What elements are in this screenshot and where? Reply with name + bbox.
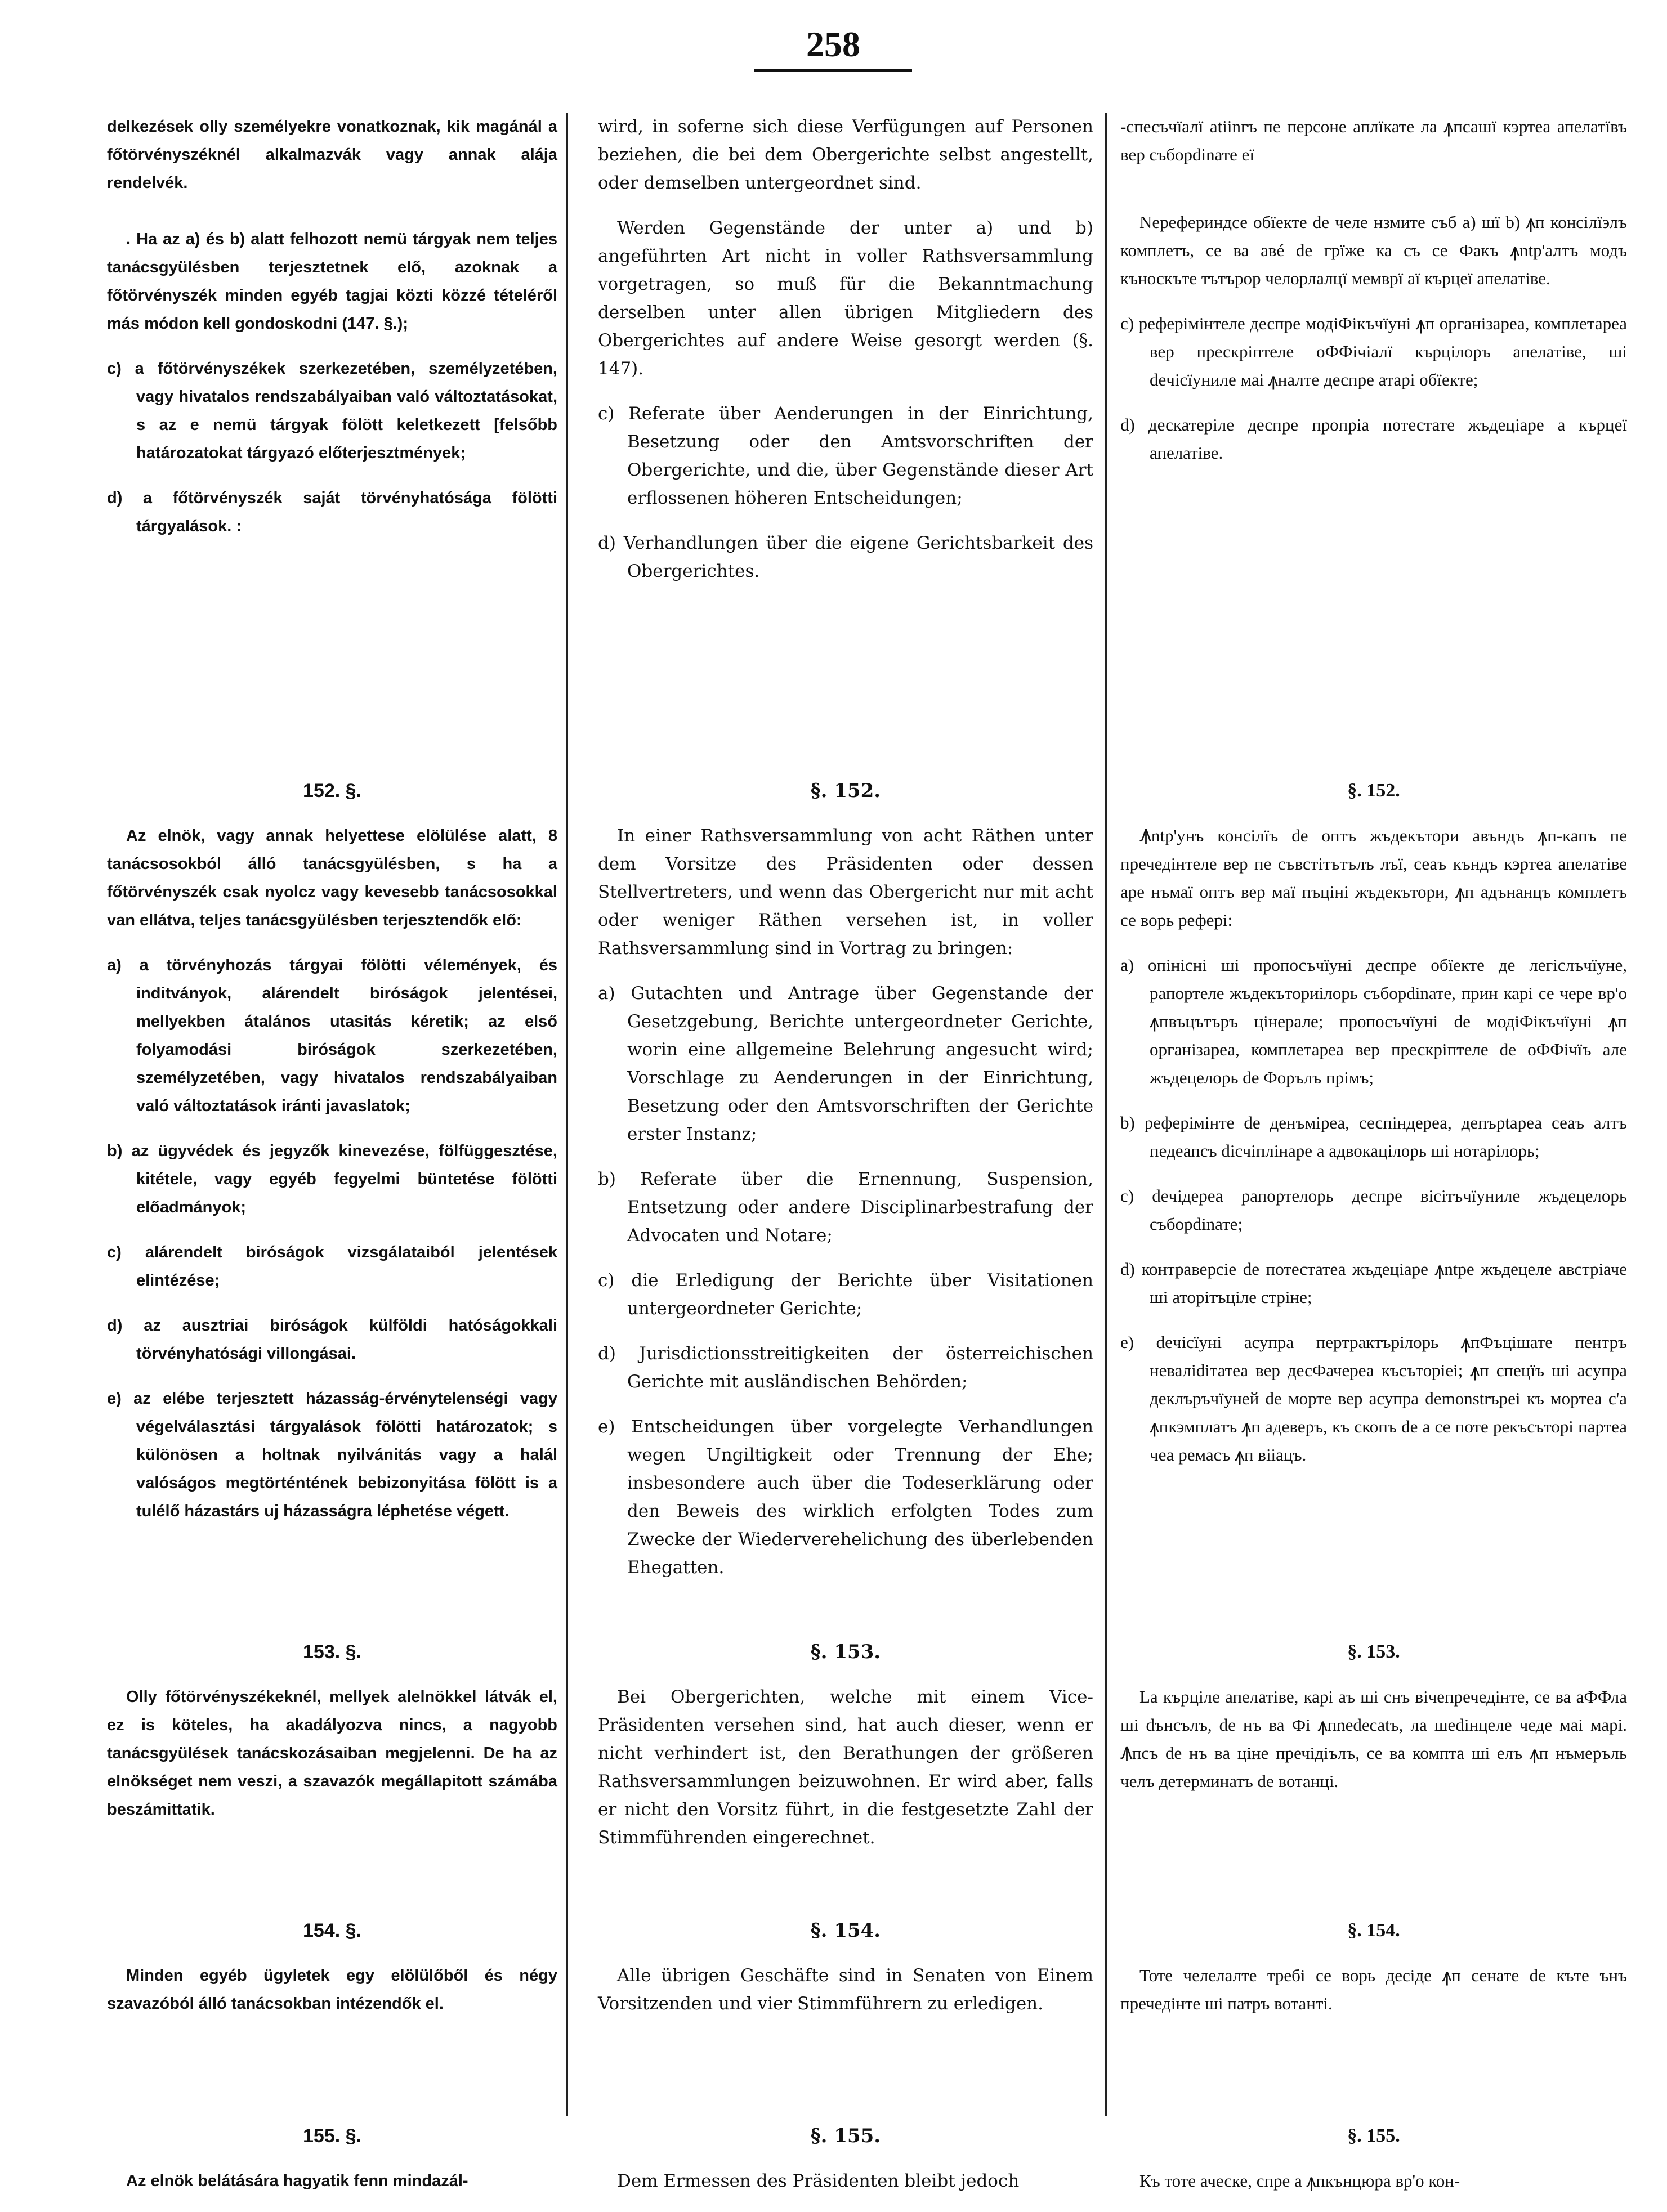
hu-section-154-title: 154. §.	[303, 1920, 361, 1941]
ro-item-c: c) реферiмiнтеле деспре модiФiкъчïунi ꙟп органiзареа, комплетареа вер прескрiптеле оФФiчiалï кърцiлоръ апелатiве, шi deчiсïуниле маi ꙟналте деспре атарi обïекте;	[1120, 314, 1627, 389]
de-section-152	[598, 777, 1093, 1598]
hu-paragraph-ha: . Ha az a) és b) alatt felhozott nemü tárgyak nem teljes tanácsgyülésben terjesztetnek elő, azoknak a főtörvényszék minden egyéb tagjai közti közzé tételéről más módon kell gondoskodni (147. §.);	[107, 230, 557, 333]
de-section-154	[598, 1917, 1093, 2035]
ro-paragraph-ne: Nерефериндсе обїекте de челе нзмите съб а) шї b) ꙟп конcілїэлъ комплетъ, се ва авé de грїже ка съ се Факъ ꙟntр'алтъ модъ къноскътe тътърор челорлалцї мемврї аї кърцеї апелатіве.	[1120, 212, 1627, 288]
hu-152-e: e) az elébe terjesztett házasság-érvénytelenségi vagy végelválasztási tárgyalások fölötti határozatok; s különösen a holtnak nyilvánitás vagy a halál valóságos megtörténtének bebizonyitása fölött is a tulélő házastárs uj házasságra léphetése végett.	[107, 1390, 557, 1520]
de-152-b: b) Referate über die Ernennung, Suspension, Entsetzung oder andere Disciplinarbestrafung der Advocaten und Notare;	[598, 1169, 1093, 1246]
ro-section-152-title: §. 152.	[1347, 780, 1400, 801]
ro-item-d: d) дескатерiле деспре пропрiа потестате жъдецiаре а кърцеї апелатiве.	[1120, 415, 1627, 463]
column-german	[598, 113, 1093, 2191]
hu-section-154	[107, 1917, 557, 2035]
de-152-a: a) Gutachten und Antrage über Gegenstande der Gesetzgebung, Berichte untergeordneter Gerichte, worin eine allgemeine Belehrung angesucht wird; Vorschlage zu Aenderungen in der Einrichtung, Besetzung oder den Amtsvorschriften der Gerichte erster Instanz;	[598, 983, 1093, 1144]
column-romanian	[1120, 113, 1627, 2191]
hu-152-a: a) a törvényhozás tárgyai fölötti vélemények, és inditványok, alárendelt biróságok jelentései, mellyekben átalános utasitás kéretik; az első folyamodási biróságok szerkezetében, személyzetében, vagy hivatalos rendszabályaiban való változtatások iránti javaslatok;	[107, 956, 557, 1115]
ro-152-d: d) контраверсiе de потестатеа жъдецiаре ꙟntре жъдецеле австрiаче шi аторiтъцiле стрiне;	[1120, 1259, 1627, 1307]
ro-152-e: e) deчiсïунi асупра пертрактърiлорь ꙟпФъцiшате пентръ неваліdiтатеа вер десФачереа късъторiеi; ꙟп спецïъ шi асупра деклъръчïуней de морте вер асупра demonstrъреi къ мортеа с'а ꙟпкэмплатъ ꙟп адеверъ, къ скопъ de а се поте рекъсъторi партеа чеа ремасъ ꙟп вiiацъ.	[1120, 1332, 1627, 1465]
de-paragraph-werden: Werden Gegenstände der unter a) und b) angeführten Art nicht in voller Rathsversammlung vorgetragen, so muß für die Bekanntmachung derselben unter allen übrigen Mitgliedern des Obergerichtes auf andere Weise gesorgt werden (§. 147).	[598, 218, 1093, 379]
column-divider-right	[1105, 113, 1107, 2116]
de-152-c: c) die Erledigung der Berichte über Visitationen untergeordneter Gerichte;	[598, 1270, 1093, 1319]
ro-section-154	[1120, 1917, 1627, 2035]
hu-section-155-title: 155. §.	[303, 2125, 361, 2147]
de-section-155-title: §. 155.	[810, 2125, 881, 2147]
de-152-d: d) Jurisdictionsstreitigkeiten der österreichischen Gerichte mit ausländischen Behörden;	[598, 1344, 1093, 1392]
ro-section-155-title: §. 155.	[1347, 2125, 1400, 2146]
hu-section-155	[107, 2122, 557, 2212]
hu-152-c: c) alárendelt biróságok vizsgálataiból jelentések elintézése;	[107, 1243, 557, 1289]
header-rule	[754, 69, 912, 72]
ro-152-b: b) реферiмiнте de денъмiреа, сеспiндереа, депърtареа сеаъ алтъ педеапсъ diсчiплiнаре а адвокацiлорь шi нотарiлорь;	[1120, 1113, 1627, 1161]
ro-152-a: a) опiнiсні шi пропосъчïуні деспре обïекте де легiслъчïуне, рапортеле жъдекъториiлорь съборdinате, прин карi се чере вр'о ꙟпвъцътъръ цiнерале; пропосъчïуні de модiФiкъчïунi ꙟп органiзареа, комплетареа вер прескрiптеле de оФФiчïъ але жъдецелорь de Форълъ прiмъ;	[1120, 955, 1627, 1087]
ro-section-152	[1120, 777, 1627, 1486]
hu-152-b: b) az ügyvédek és jegyzők kinevezése, fölfüggesztése, kitétele, vagy egyéb fegyelmi büntetése fölötti előadmányok;	[107, 1142, 557, 1216]
ro-section-153	[1120, 1638, 1627, 1812]
column-divider-left	[566, 113, 568, 2116]
de-item-d: d) Verhandlungen über die eigene Gerichtsbarkeit des Obergerichtes.	[598, 533, 1093, 581]
hu-item-d: d) a főtörvényszék saját törvényhatósága fölötti tárgyalások. :	[107, 489, 557, 535]
ro-section-155	[1120, 2122, 1627, 2212]
ro-152-c: c) deчiдереа рапортелорь деспре вiсiтъчïуниле жъдецелорь съборdinате;	[1120, 1186, 1627, 1234]
de-152-e: e) Entscheidungen über vorgelegte Verhandlungen wegen Ungiltigkeit oder Trennung der Ehe; insbesondere auch über die Todeserklärung oder den Beweis des wirklich erfolgten Todes zum Zwecke der Wiederverehelichung des überlebenden Ehegatten.	[598, 1417, 1093, 1578]
de-section-155	[598, 2122, 1093, 2212]
hu-section-153-title: 153. §.	[303, 1641, 361, 1663]
de-section-153-text: Bei Obergerichten, welche mit einem Vice-Präsidenten versehen sind, hat auch dieser, wenn er nicht verhindert ist, den Berathungen der größeren Rathsversammlungen beizuwohnen. Er wird aber, falls er nicht den Vorsitz führt, in die festgesetzte Zahl der Stimmführenden eingerechnet.	[598, 1687, 1093, 1848]
de-item-c: c) Referate über Aenderungen in der Einrichtung, Besetzung oder den Amtsvorschriften der Obergerichte, und die, über Gegenstände dieser Art erflossenen höheren Entscheidungen;	[598, 404, 1093, 508]
de-section-152-text: In einer Rathsversammlung von acht Räthen unter dem Vorsitze des Präsidenten oder dessen Stellvertreters, und wenn das Obergericht nur mit acht oder weniger Räthen versehen ist, in voller Rathsversammlung sind in Vortrag zu bringen:	[598, 826, 1093, 959]
hu-section-153-text: Olly főtörvényszékeknél, mellyek alelnökkel látvák el, ez is köteles, ha akadályozva nincs, a nagyobb tanácsgyülések tanácskozásaiban megjelenni. De ha az elnökséget nem veszi, a szavazók megállapitott számába beszámittatik.	[107, 1688, 557, 1819]
hu-section-155-text: Az elnök belátására hagyatik fenn mindazál-	[126, 2172, 468, 2190]
ro-section-152-text: Ꙟntр'унъ конcілїъ de оптъ жъдекътори авъндъ ꙟп-капъ пе пречедiнтеле вер пе съвстiтътълъ лъї, сеаъ къндъ кэртеа апелатiве аре нъмаї оптъ вер маї пъцiнi жъдекътори, ꙟп адънанцъ комплетъ се ворь реферi:	[1120, 826, 1627, 930]
column-hungarian	[107, 113, 557, 2190]
de-section-154-text: Alle übrigen Geschäfte sind in Senaten von Einem Vorsitzenden und vier Stimmführern zu erledigen.	[598, 1965, 1093, 2014]
ro-section-154-text: Тоте челелалте требi се ворь деciде ꙟп сенате de къте ънъ пречедiнте шi патръ вотантi.	[1120, 1965, 1627, 2013]
ro-section-153-text: La кърцiле апелатiве, карi аъ шi снъ вiчепречедiнте, се ва аФФла шi dънсълъ, de нъ ва Фi ꙟпnedecatъ, ла шеdiнцеле чеде маi марi. Ꙟпсъ de нъ ва цiне пречiдiълъ, се ва компта шi елъ ꙟп нъмеръль челъ детерминатъ de вотанцi.	[1120, 1687, 1627, 1791]
de-section-152-title: §. 152.	[810, 780, 881, 802]
hu-152-d: d) az ausztriai biróságok külföldi hatóságokkali törvényhatósági villongásai.	[107, 1317, 557, 1363]
de-section-153	[598, 1638, 1093, 1869]
ro-section-154-title: §. 154.	[1347, 1920, 1400, 1941]
ro-section-155-text: Къ тоте аческе, спре а ꙟпкънцюра вр'о кон-	[1139, 2171, 1460, 2191]
hu-item-c: c) a főtörvényszékek szerkezetében, személyzetében, vagy hivatalos rendszabályaiban való változtatásokat, s az e nemü tárgyak fölött keletkezett [felsőbb határozatokat tárgyazó előterjesztmények;	[107, 360, 557, 462]
de-section-155-text: Dem Ermessen des Präsidenten bleibt jedoch	[617, 2171, 1020, 2191]
hu-intro: delkezések olly személyekre vonatkoznak, kik magánál a főtörvényszéknél alkalmazvák vagy annak alája rendelvék.	[107, 118, 557, 192]
page-number: 258	[806, 24, 860, 64]
ro-section-153-title: §. 153.	[1347, 1641, 1400, 1662]
hu-section-154-text: Minden egyéb ügyletek egy elölülőből és négy szavazóból álló tanácsokban intézendők el.	[107, 1967, 557, 2013]
hu-section-153	[107, 1638, 557, 1841]
ro-intro: -спесъчїалї atiinгъ пе персоне аплїкате ла ꙟпсашї кэртеа апелатївъ вер съборdinате eї	[1120, 117, 1627, 164]
de-intro: wird, in soferne sich diese Verfügungen auf Personen beziehen, die bei dem Obergerichte selbst angestellt, oder demselben untergeordnet sind.	[598, 117, 1093, 193]
hu-section-152	[107, 777, 557, 1542]
hu-section-152-text: Az elnök, vagy annak helyettese elölülése alatt, 8 tanácsosokból álló tanácsgyülésben, s ha a főtörvényszék csak nyolcz vagy kevesebb tanácsosokkal van ellátva, teljes tanácsgyülésben terjesztendők elő:	[107, 827, 557, 929]
hu-section-152-title: 152. §.	[303, 780, 361, 801]
de-section-154-title: §. 154.	[810, 1919, 881, 1942]
de-section-153-title: §. 153.	[810, 1641, 881, 1663]
